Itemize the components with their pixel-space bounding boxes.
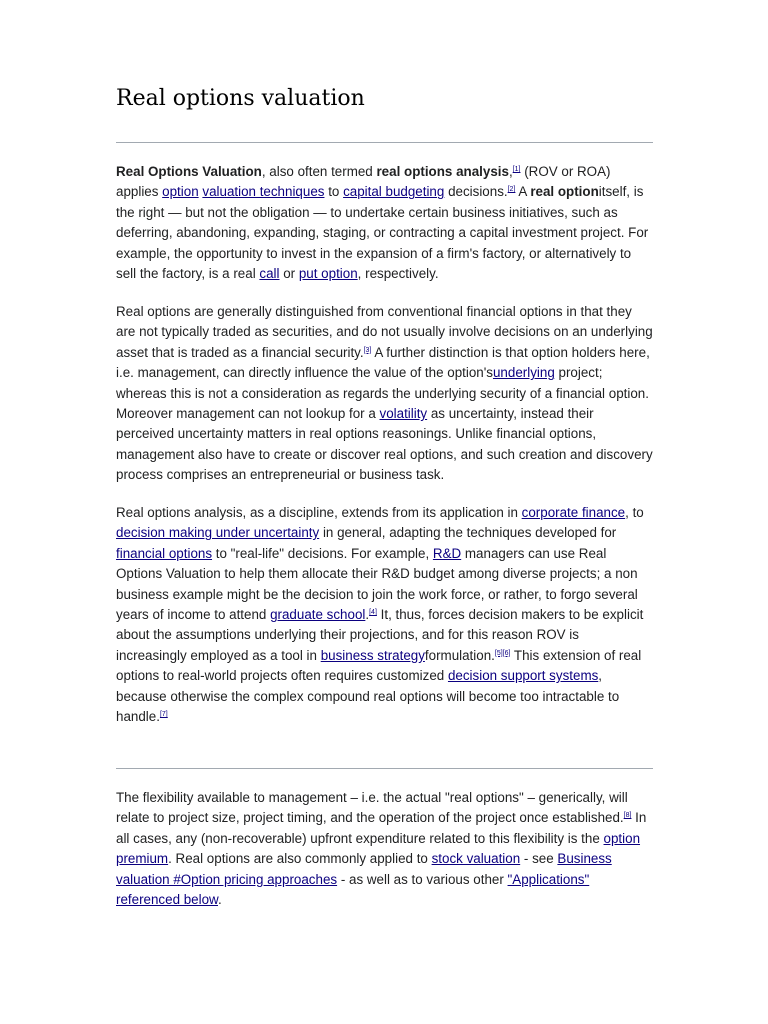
link-applications[interactable]: "Applications" referenced below <box>116 871 590 908</box>
discipline-paragraph <box>116 503 653 727</box>
text-run: , respectively. <box>357 266 439 282</box>
citation-link[interactable]: [5][6] <box>494 649 511 657</box>
text-run: - as well as to various other <box>337 871 508 887</box>
link-valuation-techniques[interactable]: valuation techniques <box>202 184 325 200</box>
text-run: , <box>508 164 513 179</box>
link-option[interactable]: option <box>162 184 199 200</box>
link-business-valuation[interactable]: Business valuation #Option pricing approaches <box>116 851 612 887</box>
citation-ref[interactable] <box>369 609 377 616</box>
text-run: in general, adapting the techniques developed for <box>319 525 617 541</box>
citation-link[interactable]: [7] <box>159 711 168 719</box>
text-run: The flexibility available to management – i.e. the actual "real options" – generically, will relate to project size, project timing, and the operation of the project once established. <box>116 790 628 826</box>
bold-term: real option <box>530 184 599 200</box>
link-decision-support-systems[interactable]: decision support systems <box>447 668 599 684</box>
text-run: This extension of real options to real-world projects often requires customized <box>116 647 642 684</box>
citation-link[interactable]: [8] <box>623 812 632 820</box>
link-capital-budgeting[interactable]: capital budgeting <box>343 184 445 200</box>
text-run: as uncertainty, instead their perceived uncertainty matters in real options reasonings. Unlike financial options, management also have to create or discover real options, and such creation and discovery process comprises an entrepreneurial or business task. <box>116 406 653 483</box>
citation-link[interactable]: [3] <box>363 346 372 354</box>
text-run: (ROV or ROA) applies <box>116 164 611 200</box>
link-volatility[interactable]: volatility <box>379 406 428 422</box>
link-decision-making-under-uncertainty[interactable]: decision making under uncertainty <box>116 525 320 541</box>
intro-paragraph <box>116 162 653 284</box>
link-graduate-school[interactable]: graduate school <box>270 607 366 623</box>
text-run: , also often termed <box>261 164 377 179</box>
link-rd[interactable]: R&D <box>432 545 462 561</box>
text-run: It, thus, forces decision makers to be explicit about the assumptions underlying their projections, and for this reason ROV is increasingly employed as a tool in <box>116 607 644 663</box>
text-run: Real options are generally distinguished from conventional financial options in that they are not typically traded as securities, and do not usually involve decisions on an underlying asset that is traded as a financial security. <box>116 304 653 360</box>
text-run: decisions. <box>444 184 508 200</box>
text-run: In all cases, any (non-recoverable) upfront expenditure related to this flexibility is the <box>116 810 647 846</box>
link-financial-options[interactable]: financial options <box>116 545 213 561</box>
text-run: A <box>515 184 531 200</box>
text-run: , to <box>625 505 644 520</box>
bold-term: real options analysis <box>376 164 509 179</box>
citation-ref[interactable] <box>160 711 168 718</box>
text-run: , because otherwise the complex compound real options will become too intractable to handle. <box>116 668 620 725</box>
page-title: Real options valuation <box>116 86 365 111</box>
text-run: formulation. <box>424 647 495 663</box>
distinction-paragraph <box>116 302 653 486</box>
link-business-strategy[interactable]: business strategy <box>320 647 425 663</box>
citation-ref[interactable] <box>495 650 511 657</box>
link-underlying[interactable]: underlying <box>492 365 555 381</box>
title-divider <box>116 142 653 143</box>
text-run: itself, is the right — but not the obligation — to undertake certain business initiatives, such as deferring, abandoning, expanding, staging, or contracting a capital investment project. For example, the opportunity to invest in the expansion of a firm's factory, or alternatively to sell the factory, is a real <box>116 184 649 282</box>
text-run: . Real options are also commonly applied to <box>168 851 432 867</box>
text-run: or <box>279 266 299 282</box>
bold-term: Real Options Valuation <box>116 164 262 179</box>
text-run: managers can use Real Options Valuation to help them allocate their R&D budget among diverse projects; a non business example might be the decision to join the work force, or rather, to forgo several years of income to attend <box>116 545 638 623</box>
text-run: A further distinction is that option holders here, i.e. management, can directly influence the value of the option's <box>116 344 650 381</box>
citation-link[interactable]: [4] <box>369 609 377 617</box>
citation-link[interactable]: [2] <box>507 186 516 194</box>
text-run: project; whereas this is not a consideration as regards the underlying security of a financial option. Moreover management can not lookup for a <box>116 365 649 422</box>
text-run: . <box>365 607 370 623</box>
section-divider <box>116 768 653 769</box>
text-run: to <box>324 184 344 200</box>
text-run: . <box>218 892 222 908</box>
link-stock-valuation[interactable]: stock valuation <box>431 851 521 867</box>
link-option-premium[interactable]: option premium <box>116 830 641 867</box>
link-corporate-finance[interactable]: corporate finance <box>521 505 626 520</box>
flexibility-paragraph <box>116 788 653 910</box>
text-run: to "real-life" decisions. For example, <box>212 545 433 561</box>
text-run: - see <box>520 851 558 867</box>
link-put-option[interactable]: put option <box>298 266 358 282</box>
link-call[interactable]: call <box>259 266 280 282</box>
text-run: Real options analysis, as a discipline, extends from its application in <box>116 505 522 520</box>
citation-link[interactable]: [1] <box>512 166 521 173</box>
